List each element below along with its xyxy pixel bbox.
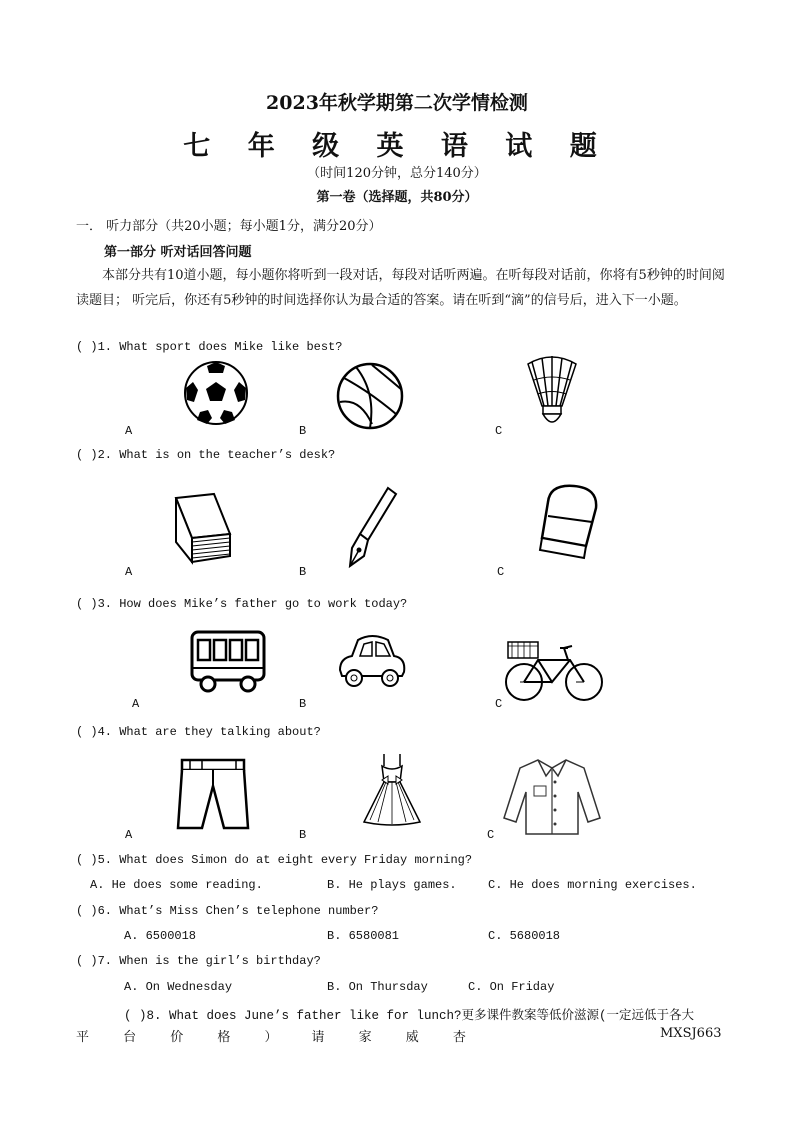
q3-option-a: A — [132, 697, 140, 711]
q6-option-a: A. 6500018 — [124, 929, 197, 943]
q4-option-b: B — [299, 828, 307, 842]
q5-option-b: B. He plays games. — [327, 878, 457, 892]
car-icon — [336, 630, 408, 692]
trousers-icon — [176, 756, 250, 832]
question-5-stem: ( )5. What does Simon do at eight every Friday morning? — [76, 853, 473, 867]
question-1-stem: ( )1. What sport does Mike like best? — [76, 340, 343, 354]
footer-char: 家 — [358, 1030, 372, 1045]
q1-option-a: A — [125, 424, 133, 438]
exam-subtitle: 七 年 级 英 语 试 题 — [183, 131, 611, 162]
basketball-icon — [336, 362, 404, 430]
q1-option-c: C — [495, 424, 503, 438]
book-icon — [170, 492, 236, 566]
shirt-icon — [500, 756, 604, 838]
shuttlecock-icon — [518, 354, 584, 430]
q4-option-a: A — [125, 828, 133, 842]
soccer-ball-icon — [183, 360, 249, 426]
footer-char: 威 — [405, 1030, 419, 1045]
q4-option-c: C — [487, 828, 495, 842]
q3-option-b: B — [299, 697, 307, 711]
fountain-pen-icon — [340, 484, 402, 570]
footer-char: ） — [264, 1030, 278, 1045]
question-3-stem: ( )3. How does Mike’s father go to work today? — [76, 597, 408, 611]
eraser-icon — [538, 482, 604, 562]
footer-code: MXSJ663 — [660, 1026, 722, 1041]
q3-option-c: C — [495, 697, 503, 711]
footer-char: 价 — [170, 1030, 184, 1045]
q6-option-c: C. 5680018 — [488, 929, 561, 943]
q5-option-a: A. He does some reading. — [90, 878, 263, 892]
footer-char: 杏 — [452, 1030, 466, 1045]
question-7-stem: ( )7. When is the girl’s birthday? — [76, 954, 321, 968]
question-6-stem: ( )6. What’s Miss Chen’s telephone number? — [76, 904, 379, 918]
q6-option-b: B. 6580081 — [327, 929, 400, 943]
exam-title: 2023年秋学期第二次学情检测 — [266, 92, 528, 114]
q2-option-b: B — [299, 565, 307, 579]
footer-char: 台 — [123, 1030, 137, 1045]
footer-char: 请 — [311, 1030, 325, 1045]
q7-option-a: A. On Wednesday — [124, 980, 233, 994]
q7-option-b: B. On Thursday — [327, 980, 428, 994]
q2-option-a: A — [125, 565, 133, 579]
q2-option-c: C — [497, 565, 505, 579]
q7-option-c: C. On Friday — [468, 980, 555, 994]
footer-char: 格 — [217, 1030, 231, 1045]
dress-icon — [360, 752, 424, 826]
part-title: 第一部分 听对话回答问题 — [104, 245, 252, 260]
bus-icon — [188, 628, 268, 694]
question-4-stem: ( )4. What are they talking about? — [76, 725, 321, 739]
bicycle-icon — [502, 632, 606, 704]
time-info: （时间120分钟，总分140分） — [307, 166, 487, 181]
instructions-paragraph: 本部分共有10道小题，每小题你将听到一段对话，每段对话听两遍。在听每段对话前，你将有5秒钟的时间阅读题目； 听完后，你还有5秒钟的时间选择你认为最合适的答案。请在听到“滴”的信号后，进入下一小题。 — [76, 268, 725, 308]
q5-option-c: C. He does morning exercises. — [488, 878, 697, 892]
question-8-stem: ( )8. What does June’s father like for lunch?更多课件教案等低价滋源(一定远低于各大 — [124, 1009, 695, 1023]
footer-char: 平 — [76, 1030, 90, 1045]
section-heading: 一． 听力部分（共20小题；每小题1分，满分20分） — [76, 219, 382, 234]
volume-title: 第一卷（选择题，共80分） — [316, 190, 478, 205]
q1-option-b: B — [299, 424, 307, 438]
question-2-stem: ( )2. What is on the teacher’s desk? — [76, 448, 336, 462]
footer-spread-line — [76, 1026, 466, 1045]
